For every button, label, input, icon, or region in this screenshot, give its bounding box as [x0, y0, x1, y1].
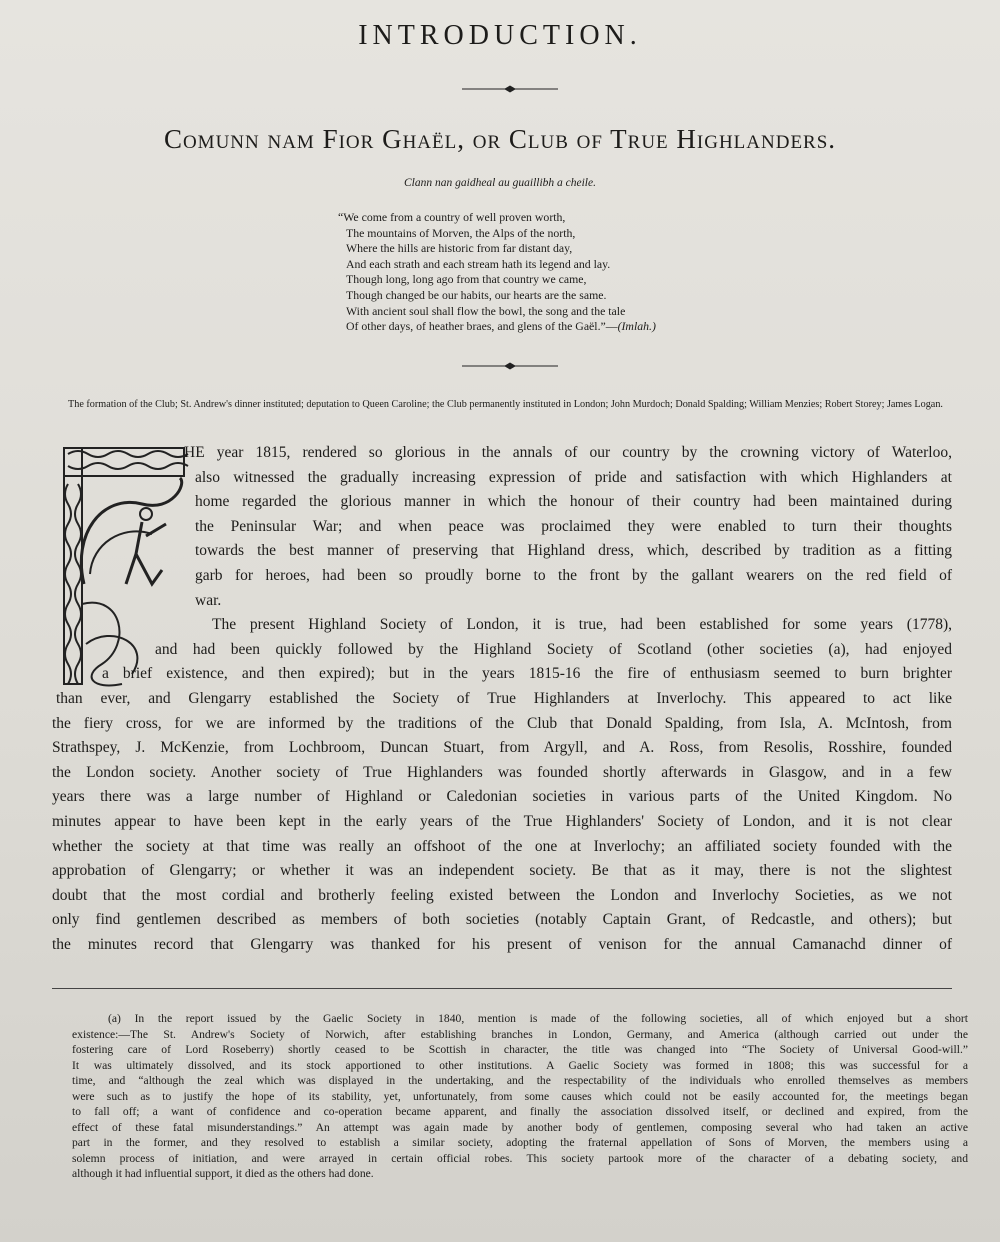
poem-line: Though changed be our habits, our hearts are the same. [346, 287, 607, 302]
body-line: years there was a large number of Highland or Caledonian societies in various parts of the United Kingdom. No [52, 788, 952, 806]
body-line: the minutes record that Glengarry was thanked for his present of venison for the annual Camanachd dinner of [52, 935, 952, 953]
gaelic-motto: Clann nan gaidheal au guaillibh a cheile. [404, 177, 596, 189]
body-line: and had been quickly followed by the Highland Society of Scotland (other societies (a), had enjoyed [155, 640, 952, 658]
body-line: minutes appear to have been kept in the early years of the True Highlanders' Society of London, and it is not clear [52, 812, 952, 830]
body-line: doubt that the most cordial and brotherly feeling existed between the London and Inverlochy Societies, as we not [52, 886, 952, 904]
body-line: also witnessed the gradually increasing expression of pride and satisfaction with which Highlanders at [195, 468, 952, 486]
footnote-line: time, and “although the zeal which was displayed in the undertaking, and the respectability of the individuals who enrolled themselves as members [72, 1074, 968, 1087]
poem-last-line [338, 319, 656, 335]
footnote-line: although it had influential support, it died as the others had done. [72, 1167, 374, 1180]
chapter-title: Comunn nam Fior Ghaël, or Club of True Highlanders. [163, 124, 837, 154]
epigraph-poem [338, 210, 656, 335]
footnote-line: were such as to justify the hope of its stability, yet, unfortunately, from some causes which could not be easily accounted for, the meetings began [72, 1089, 968, 1103]
footnote-line: fostering care of Lord Roseberry) shortly ceased to be Scottish in character, the title was changed into “The Society of Universal Good-will.” [72, 1043, 968, 1056]
chapter-synopsis: The formation of the Club; St. Andrew's dinner instituted; deputation to Queen Caroline; the Club permanently instituted in London; John Murdoch; Donald Spalding; William Menzies; Robert Storey; James Logan. [68, 399, 943, 410]
ornamental-divider [460, 361, 560, 371]
body-line: the London society. Another society of True Highlanders was founded shortly afterwards in Glasgow, and in a few [52, 763, 952, 781]
page-heading: INTRODUCTION. [358, 20, 642, 51]
footnote-rule [52, 988, 952, 989]
footnote-line: part in the former, and they resolved to establish a similar society, adopting the fraternal appellation of Sons of Morven, the members using a [72, 1136, 968, 1149]
body-line: than ever, and Glengarry established the Society of True Highlanders at Inverlochy. This appeared to act like [56, 689, 952, 707]
poem-line: Where the hills are historic from far distant day, [346, 241, 573, 256]
body-line: whether the society at that time was really an offshoot of the one at Inverlochy; an affiliated society founded with the [52, 837, 952, 855]
footnote [72, 1011, 968, 1182]
footnote-line: (a) In the report issued by the Gaelic Society in 1840, mention is made of the following societies, all of which enjoyed but a short [108, 1012, 968, 1025]
body-line: the Peninsular War; and when peace was proclaimed they were enabled to turn their thoughts [195, 517, 952, 535]
body-text [52, 441, 952, 957]
body-line: Strathspey, J. McKenzie, from Lochbroom, Duncan Stuart, from Argyll, and A. Ross, from Resolis, Rosshire, founded [52, 739, 952, 757]
body-line: The present Highland Society of London, it is true, had been established for some years (1778), [212, 616, 952, 634]
poem-line: And each strath and each stream hath its legend and lay. [346, 256, 611, 271]
footnote-line: existence:—The St. Andrew's Society of Norwich, after establishing branches in London, Germany, and America (although carried out under the [72, 1027, 968, 1041]
body-line: a brief existence, and then expired); but in the years 1815-16 the fire of enthusiasm seemed to burn brighter [102, 665, 952, 683]
poem-line: Of other days, of heather braes, and glens of the Gaël.”— [346, 319, 618, 334]
body-line: the fiery cross, for we are informed by the traditions of the Club that Donald Spalding, from Isla, A. McIntosh, from [52, 714, 952, 732]
footnote-line: to fall off; a want of confidence and co-operation became apparent, and finally the association dissolved itself, or declined and expired, from the [72, 1105, 968, 1118]
ornamental-divider [460, 84, 560, 94]
body-line: HE year 1815, rendered so glorious in the annals of our country by the crowning victory of Waterloo, [184, 444, 952, 461]
poem-line: “We come from a country of well proven worth, [338, 210, 566, 224]
poem-line: The mountains of Morven, the Alps of the north, [346, 225, 576, 240]
body-line: home regarded the glorious manner in which the honour of their country had been maintained during [195, 493, 952, 511]
poem-line: Though long, long ago from that country we came, [346, 272, 587, 287]
body-line: only find gentlemen described as members of both societies (notably Captain Grant, of Redcastle, and others); but [52, 911, 952, 929]
footnote-line: It was ultimately dissolved, and its stock apportioned to other institutions. A Gaelic Society was formed in 1808; this was successful for a [72, 1058, 968, 1072]
body-line: war. [195, 591, 222, 609]
body-line: towards the best manner of preserving that Highland dress, which, described by tradition as a fitting [195, 542, 952, 560]
body-line: garb for heroes, had been so proudly borne to the front by the gallant wearers on the red field of [195, 566, 952, 584]
poem-line: With ancient soul shall flow the bowl, the song and the tale [346, 303, 626, 318]
footnote-line: solemn process of initiation, and were arrayed in certain official robes. This society partook more of the character of a debating society, and [72, 1151, 968, 1165]
poem-attribution: (Imlah.) [617, 319, 656, 334]
body-line: approbation of Glengarry; or whether it was an independent society. Be that as it may, there is not the slightest [52, 862, 952, 880]
footnote-line: effect of these fatal misunderstandings.” An attempt was again made by another body of gentlemen, composing several who had taken an active [72, 1120, 968, 1134]
